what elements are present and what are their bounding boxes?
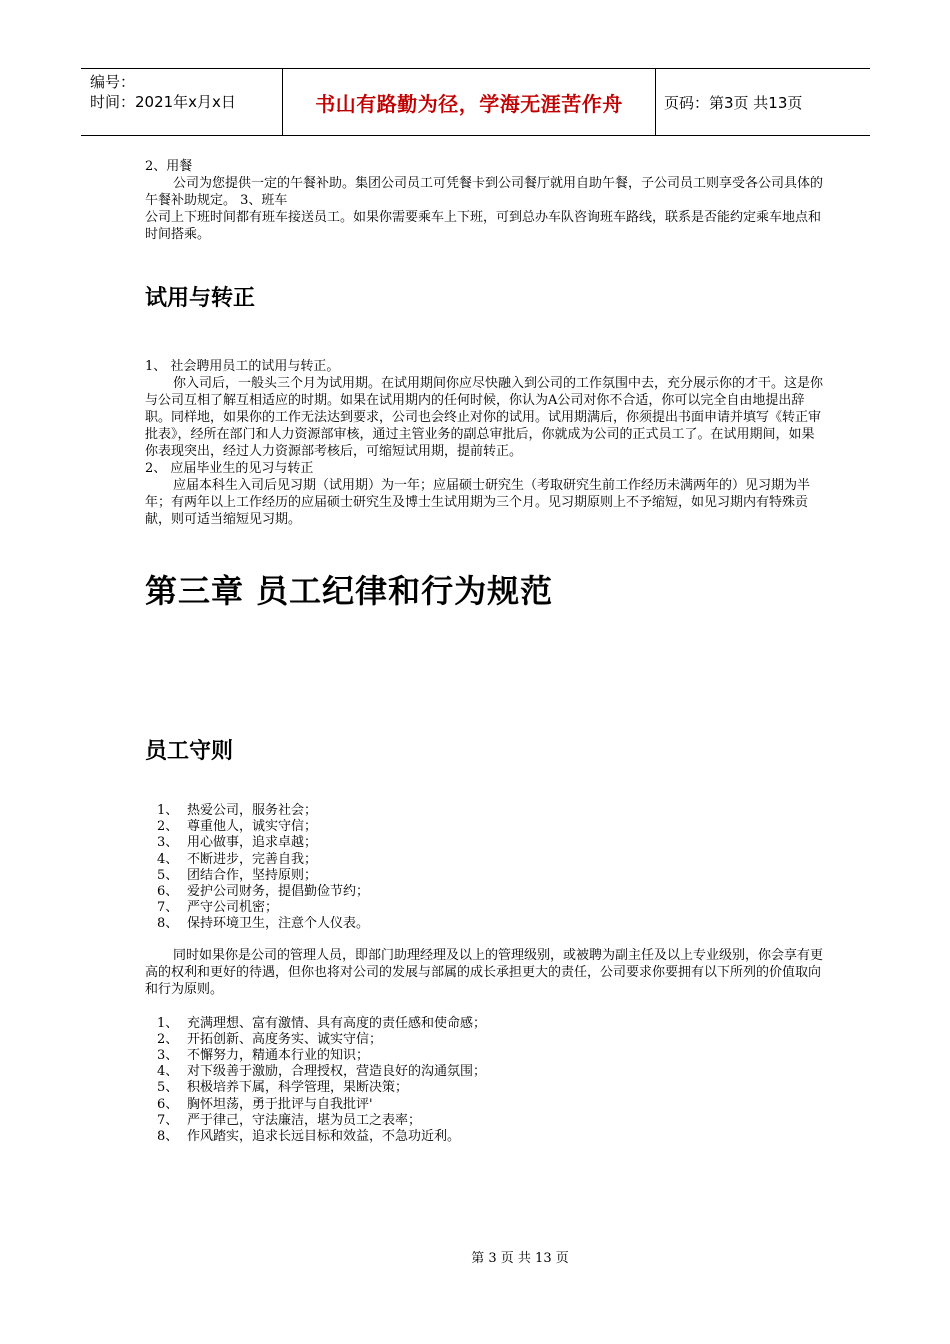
manager-intro: 同时如果你是公司的管理人员，即部门助理经理及以上的管理级别，或被聘为副主任及以上专业级别，你会享有更高的权利和更好的待遇，但你也将对公司的发展与部属的成长承担更大的责任，公司要求你要拥有以下所列的价值取向和行为原则。 — [145, 947, 824, 997]
list-item — [157, 1048, 825, 1064]
list-item — [157, 1129, 825, 1145]
number-label: 编号： — [90, 73, 136, 91]
shuttle-paragraph: 公司上下班时间都有班车接送员工。如果你需要乘车上下班，可到总办车队咨询班车路线，联系是否能约定乘车地点和时间搭乘。 — [145, 210, 822, 242]
list-item-text: 用心做事，追求卓越； — [187, 835, 318, 851]
probation-item1-body: 你入司后，一般头三个月为试用期。在试用期间你应尽快融入到公司的工作氛围中去，充分展示你的才干。这是你与公司互相了解互相适应的时期。如果在试用期内的任何时候，你认为A公司对你不合适，你可以完全自由地提出辞职。同样地，如果你的工作无法达到要求，公司也会终止对你的试用。试用期满后，你须提出书面申请并填写《转正审批表》，经所在部门和人力资源部审核，通过主管业务的副总审批后，你就成为公司的正式员工了。在试用期间，如果你表现突出，经过人力资源部考核后，可缩短试用期，提前转正。 — [145, 376, 824, 459]
list-item — [157, 868, 825, 884]
list-item-text: 对下级善于激励，合理授权，营造良好的沟通氛围； — [187, 1064, 487, 1080]
probation-item2-heading: 2、 应届毕业生的见习与转正 — [145, 461, 314, 476]
list-item-text: 不懈努力，精通本行业的知识； — [187, 1048, 370, 1064]
list-item — [157, 819, 825, 835]
list-item-number: 5、 — [157, 867, 179, 883]
header-left-cell — [81, 69, 282, 135]
document-body — [145, 158, 825, 1145]
list-item-text: 严守公司机密； — [187, 900, 279, 916]
list-item-text: 积极培养下属，科学管理，果断决策； — [187, 1080, 409, 1096]
list-item-number: 8、 — [157, 916, 179, 932]
list-item-text: 胸怀坦荡，勇于批评与自我批评' — [187, 1096, 373, 1112]
list-item — [157, 1097, 825, 1113]
list-item-number: 4、 — [157, 1064, 179, 1080]
meal-paragraph: 公司为您提供一定的午餐补助。集团公司员工可凭餐卡到公司餐厅就用自助午餐，子公司员工则享受各公司具体的午餐补助规定。 3、班车 — [145, 176, 824, 208]
list-item — [157, 1080, 825, 1096]
list-item-number: 2、 — [157, 819, 179, 835]
probation-item1-heading: 1、 社会聘用员工的试用与转正。 — [145, 359, 340, 374]
list-item-number: 1、 — [157, 1015, 179, 1031]
list-item-text: 热爱公司，服务社会； — [187, 803, 318, 818]
list-item-number: 1、 — [157, 803, 179, 818]
list-item-number: 6、 — [157, 1096, 179, 1112]
list-item-number: 3、 — [157, 1048, 179, 1064]
code-of-conduct-title: 员工守则 — [145, 739, 234, 764]
list-item-number: 7、 — [157, 900, 179, 916]
list-item-text: 作风踏实，追求长远目标和效益，不急功近利。 — [187, 1129, 461, 1145]
motto-text: 书山有路勤为径，学海无涯苦作舟 — [315, 91, 623, 116]
list-item-text: 充满理想、富有激情、具有高度的责任感和使命感； — [187, 1015, 487, 1031]
page-label: 页码：第3页 共13页 — [664, 93, 803, 112]
list-item-number: 7、 — [157, 1112, 179, 1128]
chapter-title: 第三章 员工纪律和行为规范 — [145, 572, 554, 610]
document-header — [81, 68, 870, 136]
list-item-number: 3、 — [157, 835, 179, 851]
list-item-text: 不断进步，完善自我； — [187, 851, 318, 867]
list-item — [157, 1064, 825, 1080]
list-item-number: 6、 — [157, 884, 179, 900]
list-item-number: 5、 — [157, 1080, 179, 1096]
list-item-text: 尊重他人，诚实守信； — [187, 819, 318, 835]
page-footer: 第 3 页 共 13 页 — [471, 1251, 569, 1266]
list-item — [157, 884, 825, 900]
list-item-number: 2、 — [157, 1031, 179, 1047]
list-item — [157, 852, 825, 868]
header-page-cell — [656, 69, 870, 135]
probation-item2-body: 应届本科生入司后见习期（试用期）为一年；应届硕士研究生（考取研究生前工作经历未满两年的）见习期为半年；有两年以上工作经历的应届硕士研究生及博士生试用期为三个月。见习期原则上不予缩短，如见习期内有特殊贡献，则可适当缩短见习期。 — [145, 478, 811, 527]
list-item — [157, 900, 825, 916]
list-item — [157, 1016, 825, 1032]
list-item-number: 4、 — [157, 851, 179, 867]
header-motto-cell — [282, 69, 656, 135]
list-item-text: 开拓创新、高度务实、诚实守信； — [187, 1031, 383, 1047]
list-item-text: 保持环境卫生，注意个人仪表。 — [187, 916, 370, 932]
list-item-text: 严于律己，守法廉洁，堪为员工之表率； — [187, 1112, 422, 1128]
list-item — [157, 1032, 825, 1048]
list-item-text: 爱护公司财务，提倡勤俭节约； — [187, 884, 370, 900]
list-item — [157, 916, 825, 932]
time-label: 时间：2021年x月x日 — [90, 93, 236, 111]
probation-title: 试用与转正 — [145, 286, 256, 311]
meal-heading: 2、用餐 — [145, 159, 193, 174]
list-item — [157, 1113, 825, 1129]
list-item — [157, 835, 825, 851]
manager-rules-list — [145, 1016, 825, 1146]
list-item — [157, 803, 825, 819]
list-item-text: 团结合作，坚持原则； — [187, 867, 318, 883]
employee-rules-list — [145, 803, 825, 933]
list-item-number: 8、 — [157, 1129, 179, 1145]
